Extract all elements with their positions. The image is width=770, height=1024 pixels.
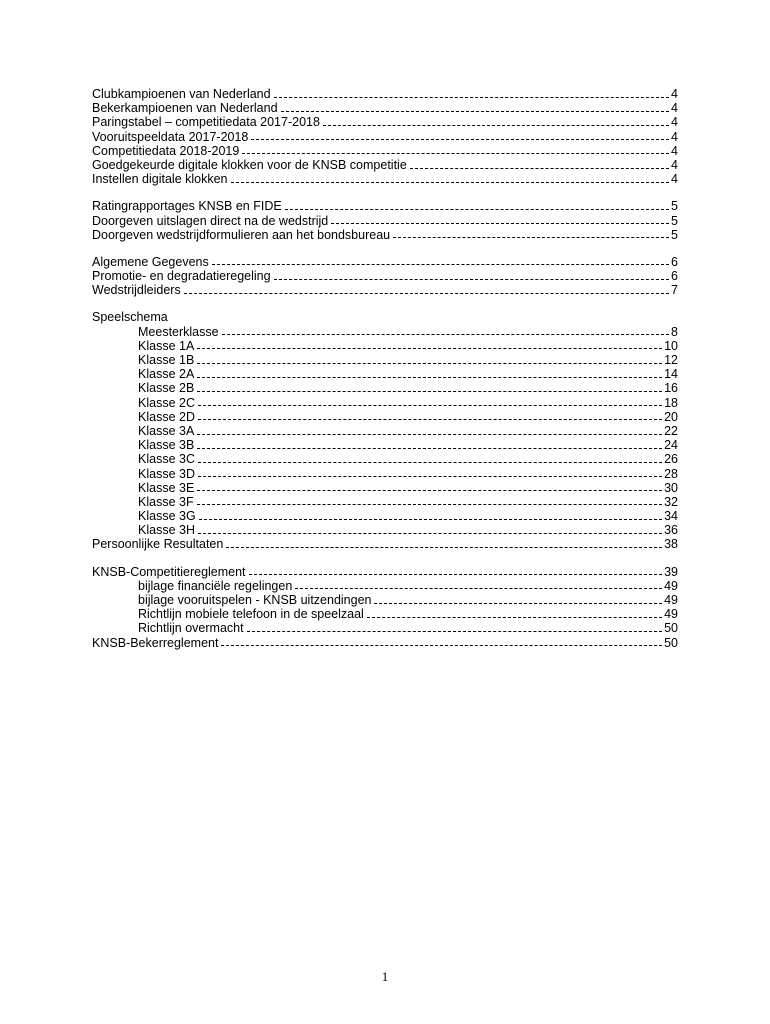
toc-entry-title: Ratingrapportages KNSB en FIDE [92,199,282,214]
toc-entry-title: Clubkampioenen van Nederland [92,87,271,101]
toc-entry[interactable] [92,130,678,144]
toc-entry-page: 4 [671,172,678,187]
toc-entry[interactable] [92,607,678,621]
dot-leader [199,511,662,520]
dot-leader [274,89,669,98]
toc-entry-page: 50 [664,635,678,650]
toc-entry[interactable] [92,144,678,158]
group-spacer [92,552,678,565]
dot-leader [323,117,669,126]
toc-entry-page: 18 [664,395,678,410]
toc-entry[interactable] [92,269,678,283]
toc-entry-title: KNSB-Bekerreglement [92,635,219,650]
toc-entry-page: 14 [664,367,678,382]
toc-entry[interactable] [92,381,678,395]
toc-entry-page: 36 [664,523,678,538]
dot-leader [242,145,669,154]
toc-entry-title: Richtlijn mobiele telefoon in de speelzaal [138,607,364,622]
page-number: 1 [381,969,389,984]
toc-entry[interactable] [92,410,678,424]
dot-leader [247,623,663,632]
toc-entry[interactable] [92,87,678,101]
toc-entry-title: Klasse 2B [138,381,195,396]
toc-entry-page: 4 [671,129,678,144]
toc-entry-page: 34 [664,509,678,524]
toc-entry-page: 4 [671,115,678,130]
dot-leader [367,609,662,618]
toc-entry-title: Meesterklasse [138,324,219,339]
dot-leader [374,595,662,604]
toc-entry-page: 39 [664,564,678,579]
toc-entry-page: 10 [664,338,678,353]
toc-entry-page: 5 [671,227,678,242]
toc-entry-title: Goedgekeurde digitale klokken voor de KNSB competitie [92,157,407,172]
dot-leader [231,174,670,183]
toc-entry[interactable] [92,255,678,269]
toc-entry-page: 6 [671,254,678,269]
toc-entry-page: 8 [671,324,678,339]
toc-entry-title: Algemene Gegevens [92,254,209,269]
toc-entry[interactable] [92,537,678,551]
toc-entry-page: 12 [664,353,678,367]
toc-entry[interactable] [92,523,678,537]
toc-entry-title: bijlage vooruitspelen - KNSB uitzendingen [138,593,372,607]
toc-entry-title: Promotie- en degradatieregeling [92,269,271,284]
toc-entry[interactable] [92,621,678,635]
toc-entry-title: Wedstrijdleiders [92,283,181,298]
dot-leader [197,355,662,364]
toc-entry-title: Doorgeven uitslagen direct na de wedstrijd [92,213,329,228]
dot-leader [212,256,669,265]
dot-leader [221,637,662,646]
dot-leader [331,215,669,224]
toc-entry-title: Paringstabel – competitiedata 2017-2018 [92,115,320,130]
toc-entry[interactable] [92,228,678,242]
dot-leader [393,229,669,238]
toc-entry-page: 30 [664,480,678,495]
toc-entry-page: 22 [664,423,678,438]
toc-entry-page: 5 [671,199,678,214]
toc-entry-title: Klasse 1B [138,353,195,367]
dot-leader [249,566,663,575]
toc-entry[interactable] [92,593,678,607]
toc-entry-page: 6 [671,269,678,284]
toc-entry-title: Bekerkampioenen van Nederland [92,101,278,116]
toc-entry-page: 32 [664,494,678,509]
toc-entry-title: Klasse 3G [138,509,196,524]
toc-entry-title: Klasse 1A [138,338,195,353]
dot-leader [285,201,669,210]
toc-entry[interactable] [92,481,678,495]
dot-leader [197,426,662,435]
toc-entry-title: Persoonlijke Resultaten [92,537,224,552]
dot-leader [184,285,669,294]
toc-entry[interactable] [92,579,678,593]
toc-entry[interactable] [92,396,678,410]
toc-entry[interactable] [92,101,678,115]
toc-section-heading: Speelschema [92,310,168,325]
toc-entry-title: Vooruitspeeldata 2017-2018 [92,129,249,144]
dot-leader [198,525,662,534]
dot-leader [295,580,662,589]
group-spacer [92,297,678,310]
toc-entry[interactable] [92,467,678,481]
toc-entry-title: Klasse 2D [138,409,195,424]
dot-leader [197,383,662,392]
toc-entry-title: Klasse 3C [138,452,195,467]
dot-leader [197,496,663,505]
toc-entry[interactable] [92,115,678,129]
toc-entry[interactable] [92,353,678,367]
toc-entry-page: 28 [664,466,678,481]
toc-entry-page: 20 [664,409,678,424]
dot-leader [198,411,662,420]
toc-entry-page: 5 [671,213,678,228]
toc-entry[interactable] [92,367,678,381]
toc-entry-title: Klasse 2A [138,367,195,382]
toc-entry[interactable] [92,172,678,186]
toc-entry[interactable] [92,565,678,579]
toc-entry-title: Klasse 2C [138,395,195,410]
toc-entry-title: bijlage financiële regelingen [138,578,293,593]
toc-entry-title: Klasse 3A [138,423,195,438]
toc-entry-page: 4 [671,87,678,101]
toc-entry-page: 7 [671,283,678,298]
toc-entry-page: 49 [664,607,678,622]
dot-leader [197,440,662,449]
toc-entry-title: Klasse 3H [138,523,195,538]
toc-entry-title: Klasse 3B [138,438,195,453]
dot-leader [198,397,662,406]
group-spacer [92,186,678,199]
table-of-contents [92,87,678,650]
dot-leader [410,160,669,169]
dot-leader [281,103,670,112]
dot-leader [222,326,669,335]
toc-entry-page: 4 [671,101,678,116]
toc-entry-title: Klasse 3E [138,480,195,495]
dot-leader [197,369,662,378]
toc-entry-page: 24 [664,438,678,453]
toc-entry-page: 38 [664,537,678,552]
dot-leader [198,468,662,477]
toc-entry[interactable] [92,158,678,172]
toc-entry-page: 50 [664,621,678,636]
toc-entry[interactable] [92,452,678,466]
toc-entry-title: Instellen digitale klokken [92,172,228,187]
toc-entry[interactable] [92,424,678,438]
dot-leader [198,454,662,463]
toc-entry-page: 49 [664,593,678,607]
toc-entry[interactable] [92,495,678,509]
dot-leader [251,131,669,140]
toc-entry[interactable] [92,325,678,339]
dot-leader [274,271,669,280]
toc-entry[interactable] [92,214,678,228]
dot-leader [226,539,662,548]
toc-entry[interactable] [92,283,678,297]
toc-entry[interactable] [92,636,678,650]
toc-entry-page: 4 [671,143,678,158]
toc-entry[interactable] [92,199,678,213]
toc-entry-page: 4 [671,157,678,172]
toc-entry-page: 16 [664,381,678,396]
toc-entry-page: 49 [664,578,678,593]
toc-entry[interactable] [92,438,678,452]
toc-entry-title: Klasse 3D [138,466,195,481]
dot-leader [197,482,662,491]
toc-entry[interactable] [92,509,678,523]
toc-entry-title: Competitiedata 2018-2019 [92,143,240,158]
toc-entry-title: Richtlijn overmacht [138,621,244,636]
group-spacer [92,242,678,255]
toc-entry-title: KNSB-Competitiereglement [92,564,246,579]
toc-entry-title: Klasse 3F [138,494,194,509]
toc-entry-title: Doorgeven wedstrijdformulieren aan het bondsbureau [92,227,391,242]
toc-entry[interactable] [92,339,678,353]
dot-leader [197,340,662,349]
toc-entry-page: 26 [664,452,678,467]
